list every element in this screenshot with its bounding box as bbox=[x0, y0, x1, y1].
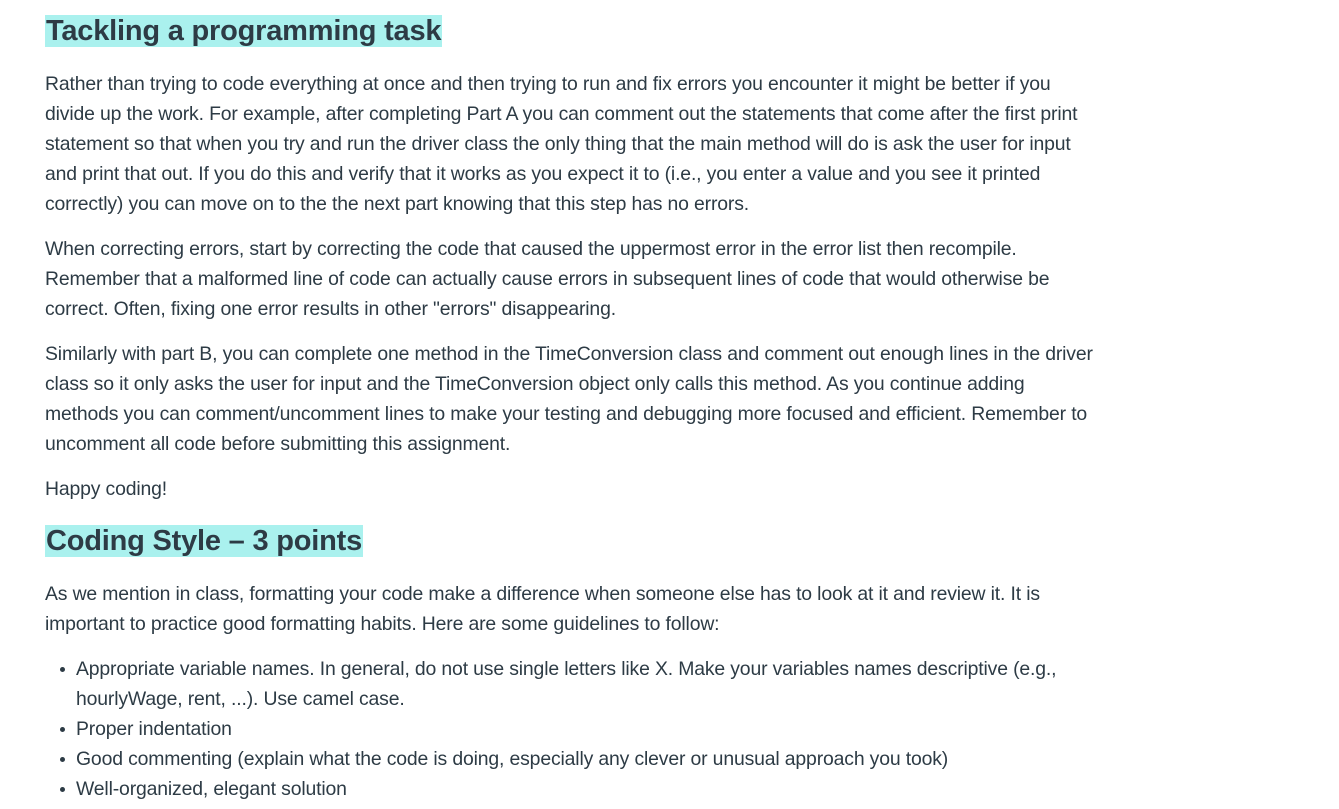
list-item: Proper indentation bbox=[76, 714, 1095, 744]
heading-highlight: Tackling a programming task bbox=[46, 15, 442, 47]
guidelines-list bbox=[45, 654, 1095, 804]
list-item: Appropriate variable names. In general, do not use single letters like X. Make your variables names descriptive (e.g., hourlyWage, rent, ...). Use camel case. bbox=[76, 654, 1095, 714]
paragraph-correcting-errors: When correcting errors, start by correcting the code that caused the uppermost error in the error list then recompile. Remember that a malformed line of code can actually cause errors in subsequent lines of code that would otherwise be correct. Often, fixing one error results in other "errors" disappearing. bbox=[45, 238, 1050, 320]
paragraph-happy-coding: Happy coding! bbox=[45, 478, 168, 500]
section-heading-coding-style bbox=[45, 524, 363, 558]
paragraph-divide-work: Rather than trying to code everything at once and then trying to run and fix errors you encounter it might be better if you divide up the work. For example, after completing Part A you can comment out the statements that come after the first print statement so that when you try and run the driver class the only thing that the main method will do is ask the user for input and print that out. If you do this and verify that it works as you expect it to (i.e., you enter a value and you see it printed correctly) you can move on to the the next part knowing that this step has no errors. bbox=[45, 73, 1078, 215]
list-item: Good commenting (explain what the code is doing, especially any clever or unusual approach you took) bbox=[76, 744, 1095, 774]
paragraph-part-b: Similarly with part B, you can complete one method in the TimeConversion class and comment out enough lines in the driver class so it only asks the user for input and the TimeConversion object only calls this method. As you continue adding methods you can comment/uncomment lines to make your testing and debugging more focused and efficient. Remember to uncomment all code before submitting this assignment. bbox=[45, 343, 1093, 455]
list-item: Well-organized, elegant solution bbox=[76, 774, 1095, 804]
section-heading-tackling bbox=[45, 14, 442, 48]
heading-highlight: Coding Style – 3 points bbox=[46, 525, 363, 557]
paragraph-coding-style-intro: As we mention in class, formatting your code make a difference when someone else has to look at it and review it. It is important to practice good formatting habits. Here are some guidelines to follow: bbox=[45, 583, 1040, 635]
